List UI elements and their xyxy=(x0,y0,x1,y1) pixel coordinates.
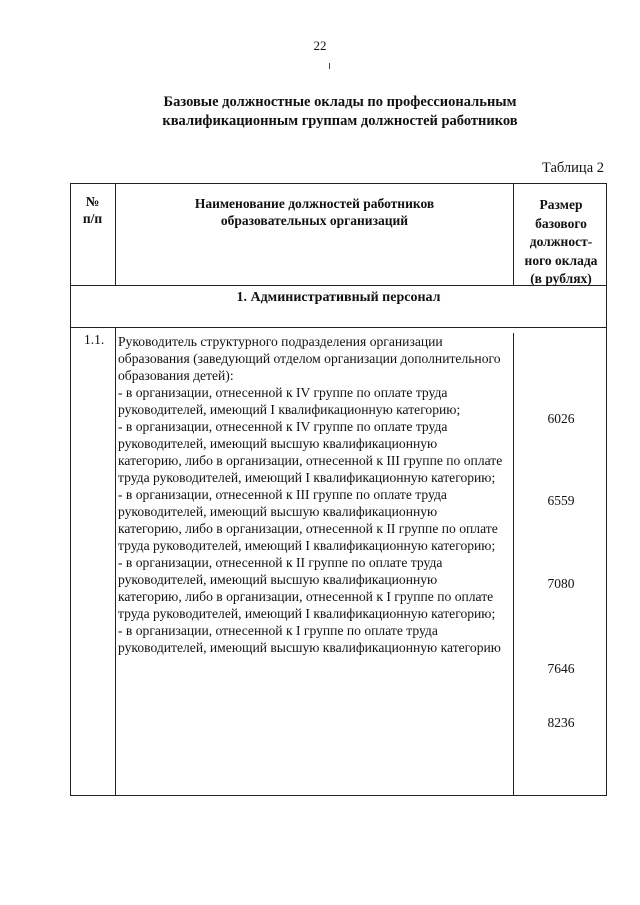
section-divider xyxy=(70,327,607,328)
header-number-symbol: № xyxy=(85,194,100,209)
column-divider-2-header xyxy=(513,183,514,286)
table-border-bottom xyxy=(70,795,607,796)
salary-value: 7646 xyxy=(547,661,575,676)
table-label: Таблица 2 xyxy=(541,160,604,176)
document-title xyxy=(70,93,610,131)
section-title: 1. Административный персонал xyxy=(236,290,441,305)
description-paragraph: Руководитель структурного подразделения организации образования (заведующий отделом организации дополнительного образования детей): xyxy=(118,334,501,383)
header-number xyxy=(70,193,115,227)
table-border-top xyxy=(70,183,607,184)
salary-value: 6026 xyxy=(547,411,575,426)
header-position-name xyxy=(117,195,512,229)
column-divider-1-body xyxy=(115,327,116,796)
description-paragraph: - в организации, отнесенной к III группе по оплате труда руководителей, имеющий высшую квалификационную категорию, либо в организации, отнесенной к II группе по оплате труда руководителей, имеющий I квалификационную категорию; xyxy=(118,487,498,553)
header-size-line: ного оклада xyxy=(524,252,598,268)
header-size-line: базового xyxy=(535,215,587,231)
row-number: 1.1. xyxy=(84,332,105,347)
header-size-line: (в рублях) xyxy=(530,271,592,286)
header-name-line-2: образовательных организаций xyxy=(220,213,409,228)
column-divider-1-header xyxy=(115,183,116,286)
description-paragraph: - в организации, отнесенной к II группе по оплате труда руководителей, имеющий высшую квалификационную категорию, либо в организации, отнесенной к I группе по оплате труда руководителей, имеющий I квалификационную категорию; xyxy=(118,555,496,621)
header-number-abbr: п/п xyxy=(82,211,103,226)
title-line-1: Базовые должностные оклады по профессиональным xyxy=(163,94,517,110)
header-size-line: должност- xyxy=(529,234,593,249)
salary-table xyxy=(70,183,607,796)
salary-value: 8236 xyxy=(547,715,575,730)
salary-value: 6559 xyxy=(547,493,575,508)
table-border-left xyxy=(70,183,71,796)
header-size-line: Размер xyxy=(539,197,583,212)
header-name-line-1: Наименование должностей работников xyxy=(194,196,435,211)
header-salary-size xyxy=(515,196,607,289)
description-paragraph: - в организации, отнесенной к IV группе по оплате труда руководителей, имеющий высшую квалификационную категорию, либо в организации, отнесенной к III группе по оплате труда руководителей, имеющий I квалификационную категорию; xyxy=(118,419,503,485)
salary-value: 7080 xyxy=(547,576,575,591)
page-number: 22 xyxy=(313,38,327,53)
position-description xyxy=(118,333,503,656)
column-divider-2-body xyxy=(513,333,514,796)
title-line-2: квалификационным группам должностей работников xyxy=(162,113,518,129)
scan-tick-mark xyxy=(329,63,330,69)
description-paragraph: - в организации, отнесенной к I группе по оплате труда руководителей, имеющий высшую квалификационную категорию xyxy=(118,623,501,655)
description-paragraph: - в организации, отнесенной к IV группе по оплате труда руководителей, имеющий I квалификационную категорию; xyxy=(118,385,461,417)
